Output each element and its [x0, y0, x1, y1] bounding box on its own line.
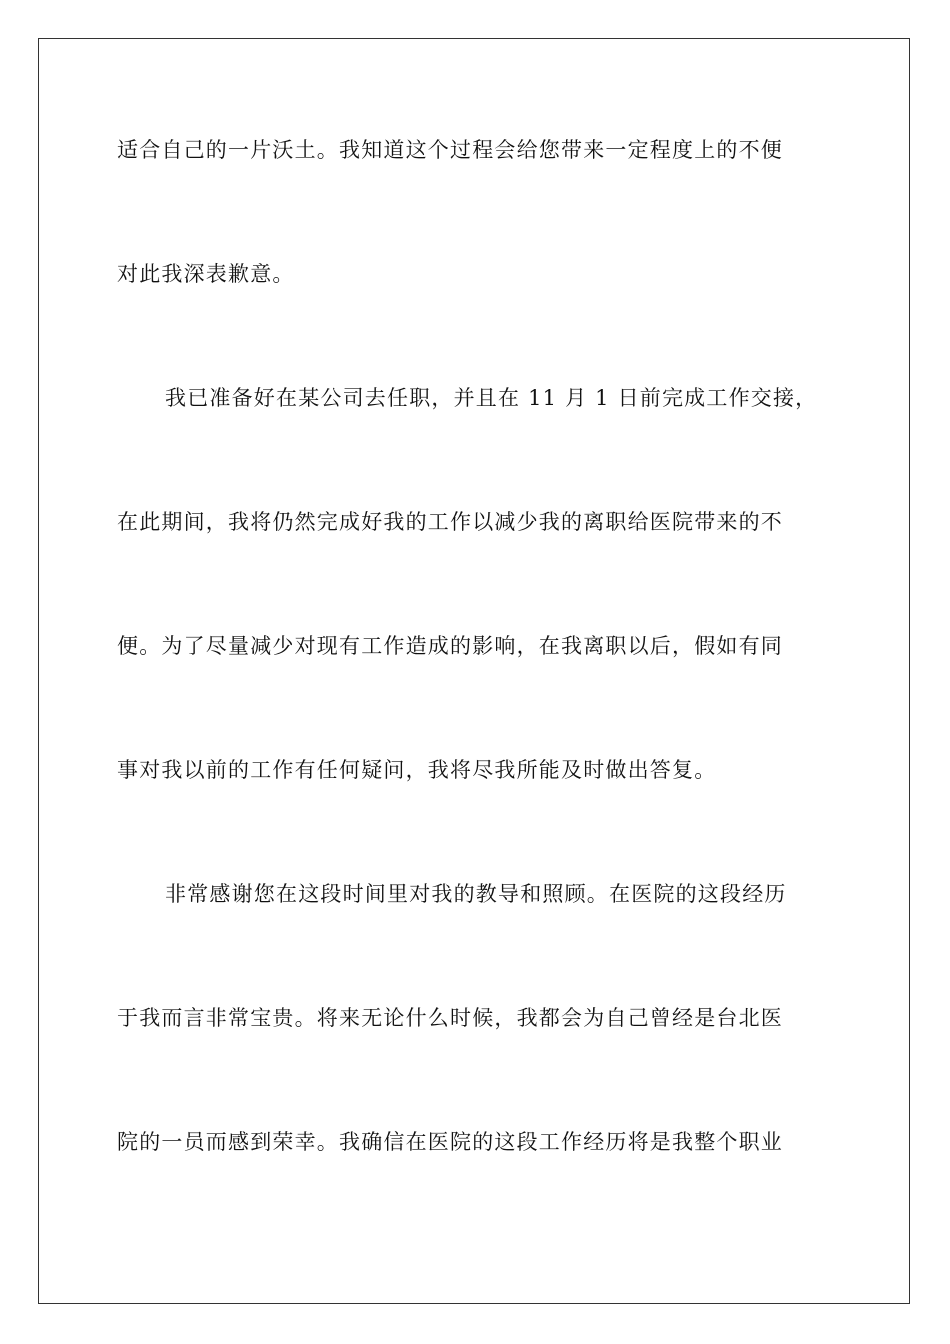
- text-line: 于我而言非常宝贵。将来无论什么时候，我都会为自己曾经是台北医: [117, 1006, 783, 1030]
- paragraph-start-line: 我已准备好在某公司去任职，并且在 11 月 1 日前完成工作交接，: [165, 386, 818, 410]
- text-line: 适合自己的一片沃土。我知道这个过程会给您带来一定程度上的不便: [117, 138, 783, 162]
- text-line: 院的一员而感到荣幸。我确信在医院的这段工作经历将是我整个职业: [117, 1130, 783, 1154]
- paragraph-start-line: 非常感谢您在这段时间里对我的教导和照顾。在医院的这段经历: [165, 882, 787, 906]
- text-line: 便。为了尽量减少对现有工作造成的影响，在我离职以后，假如有同: [117, 634, 783, 658]
- text-line: 对此我深表歉意。: [117, 262, 295, 286]
- text-line: 在此期间，我将仍然完成好我的工作以减少我的离职给医院带来的不: [117, 510, 783, 534]
- text-line: 事对我以前的工作有任何疑问，我将尽我所能及时做出答复。: [117, 758, 717, 782]
- page-border: [38, 38, 910, 1304]
